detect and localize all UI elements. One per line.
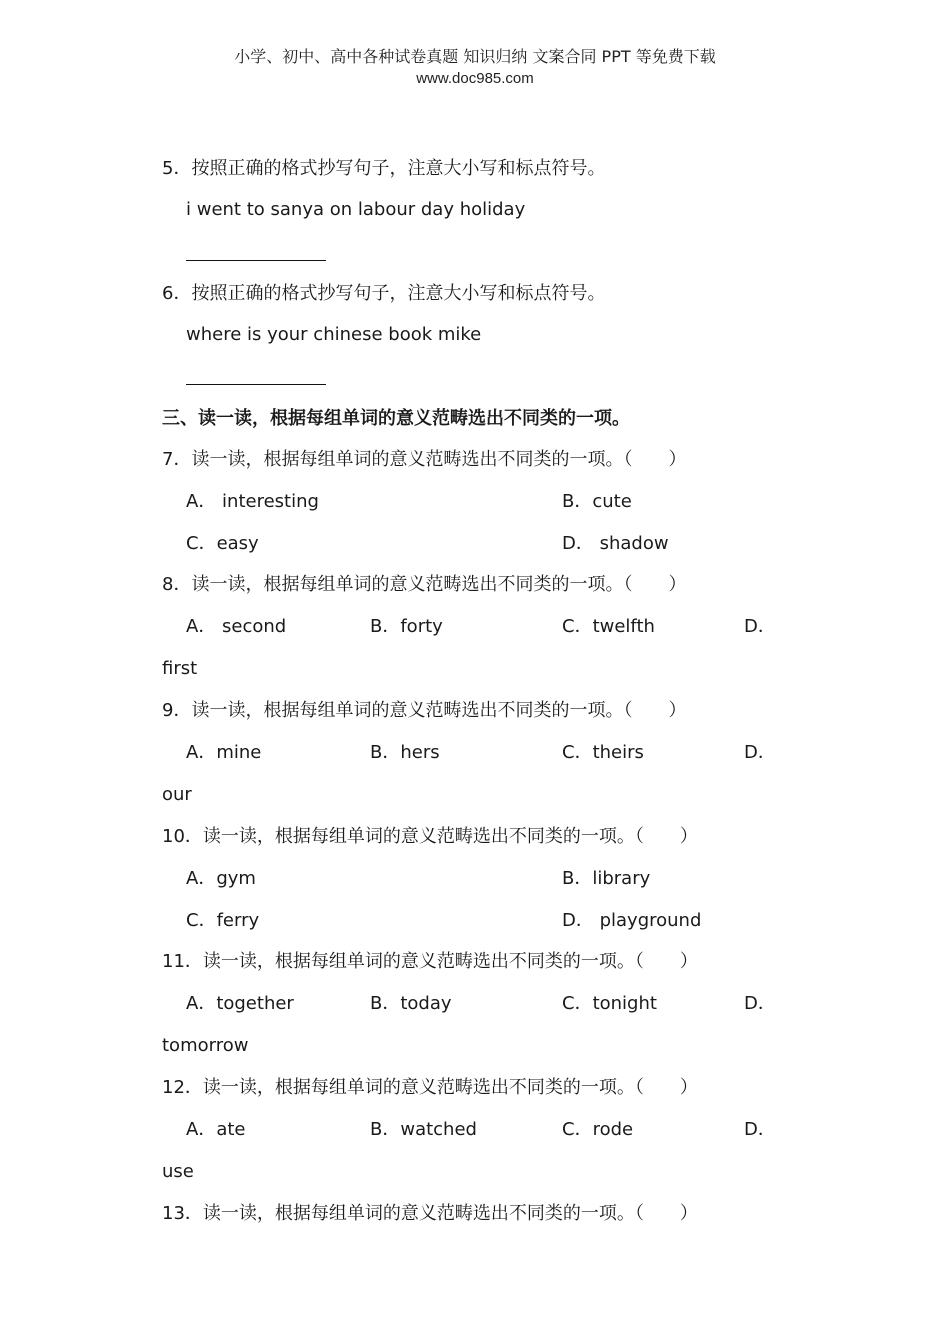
question-11-option-c[interactable]: C．tonight xyxy=(562,993,657,1014)
question-12-option-b[interactable]: B．watched xyxy=(370,1119,477,1140)
question-6-prompt: 6．按照正确的格式抄写句子，注意大小写和标点符号。 xyxy=(162,283,606,304)
question-6-answer-blank[interactable] xyxy=(186,384,326,385)
question-8-option-d-word: first xyxy=(162,658,198,679)
question-9-option-b[interactable]: B．hers xyxy=(370,742,440,763)
question-11-option-d-word: tomorrow xyxy=(162,1035,249,1056)
question-9-prompt: 9．读一读，根据每组单词的意义范畴选出不同类的一项。（ ） xyxy=(162,700,687,721)
question-11-option-b[interactable]: B．today xyxy=(370,993,452,1014)
question-11-option-d[interactable]: D． xyxy=(744,993,776,1014)
page-header xyxy=(0,46,950,90)
question-10-option-b[interactable]: B．library xyxy=(562,868,651,889)
question-9-option-c[interactable]: C．theirs xyxy=(562,742,644,763)
question-7-option-d[interactable]: D． shadow xyxy=(562,533,669,554)
question-12-prompt: 12．读一读，根据每组单词的意义范畴选出不同类的一项。（ ） xyxy=(162,1077,698,1098)
question-8-prompt: 8．读一读，根据每组单词的意义范畴选出不同类的一项。（ ） xyxy=(162,574,687,595)
question-9-option-a[interactable]: A．mine xyxy=(186,742,262,763)
question-10-option-d[interactable]: D． playground xyxy=(562,910,702,931)
question-13-prompt: 13．读一读，根据每组单词的意义范畴选出不同类的一项。（ ） xyxy=(162,1203,698,1224)
question-11-option-a[interactable]: A．together xyxy=(186,993,294,1014)
question-12-option-a[interactable]: A．ate xyxy=(186,1119,246,1140)
question-8-option-b[interactable]: B．forty xyxy=(370,616,443,637)
question-8-option-d[interactable]: D． xyxy=(744,616,776,637)
header-banner-text: 小学、初中、高中各种试卷真题 知识归纳 文案合同 PPT 等免费下载 xyxy=(234,47,716,66)
question-5-prompt: 5．按照正确的格式抄写句子，注意大小写和标点符号。 xyxy=(162,158,606,179)
question-7-option-c[interactable]: C．easy xyxy=(186,533,259,554)
question-11-prompt: 11．读一读，根据每组单词的意义范畴选出不同类的一项。（ ） xyxy=(162,951,698,972)
section-3-title: 三、读一读，根据每组单词的意义范畴选出不同类的一项。 xyxy=(162,408,630,429)
question-12-option-d[interactable]: D． xyxy=(744,1119,776,1140)
question-8-option-c[interactable]: C．twelfth xyxy=(562,616,655,637)
header-url: www.doc985.com xyxy=(416,70,534,87)
question-5-answer-blank[interactable] xyxy=(186,260,326,261)
question-12-option-d-word: use xyxy=(162,1161,194,1182)
question-7-option-b[interactable]: B．cute xyxy=(562,491,632,512)
question-7-option-a[interactable]: A． interesting xyxy=(186,491,319,512)
question-10-option-c[interactable]: C．ferry xyxy=(186,910,260,931)
question-6-sentence: where is your chinese book mike xyxy=(186,324,482,345)
question-10-option-a[interactable]: A．gym xyxy=(186,868,256,889)
question-9-option-d[interactable]: D． xyxy=(744,742,776,763)
question-10-prompt: 10．读一读，根据每组单词的意义范畴选出不同类的一项。（ ） xyxy=(162,826,698,847)
question-12-option-c[interactable]: C．rode xyxy=(562,1119,634,1140)
question-8-option-a[interactable]: A． second xyxy=(186,616,287,637)
question-7-prompt: 7．读一读，根据每组单词的意义范畴选出不同类的一项。（ ） xyxy=(162,449,687,470)
question-5-sentence: i went to sanya on labour day holiday xyxy=(186,199,526,220)
question-9-option-d-word: our xyxy=(162,784,192,805)
